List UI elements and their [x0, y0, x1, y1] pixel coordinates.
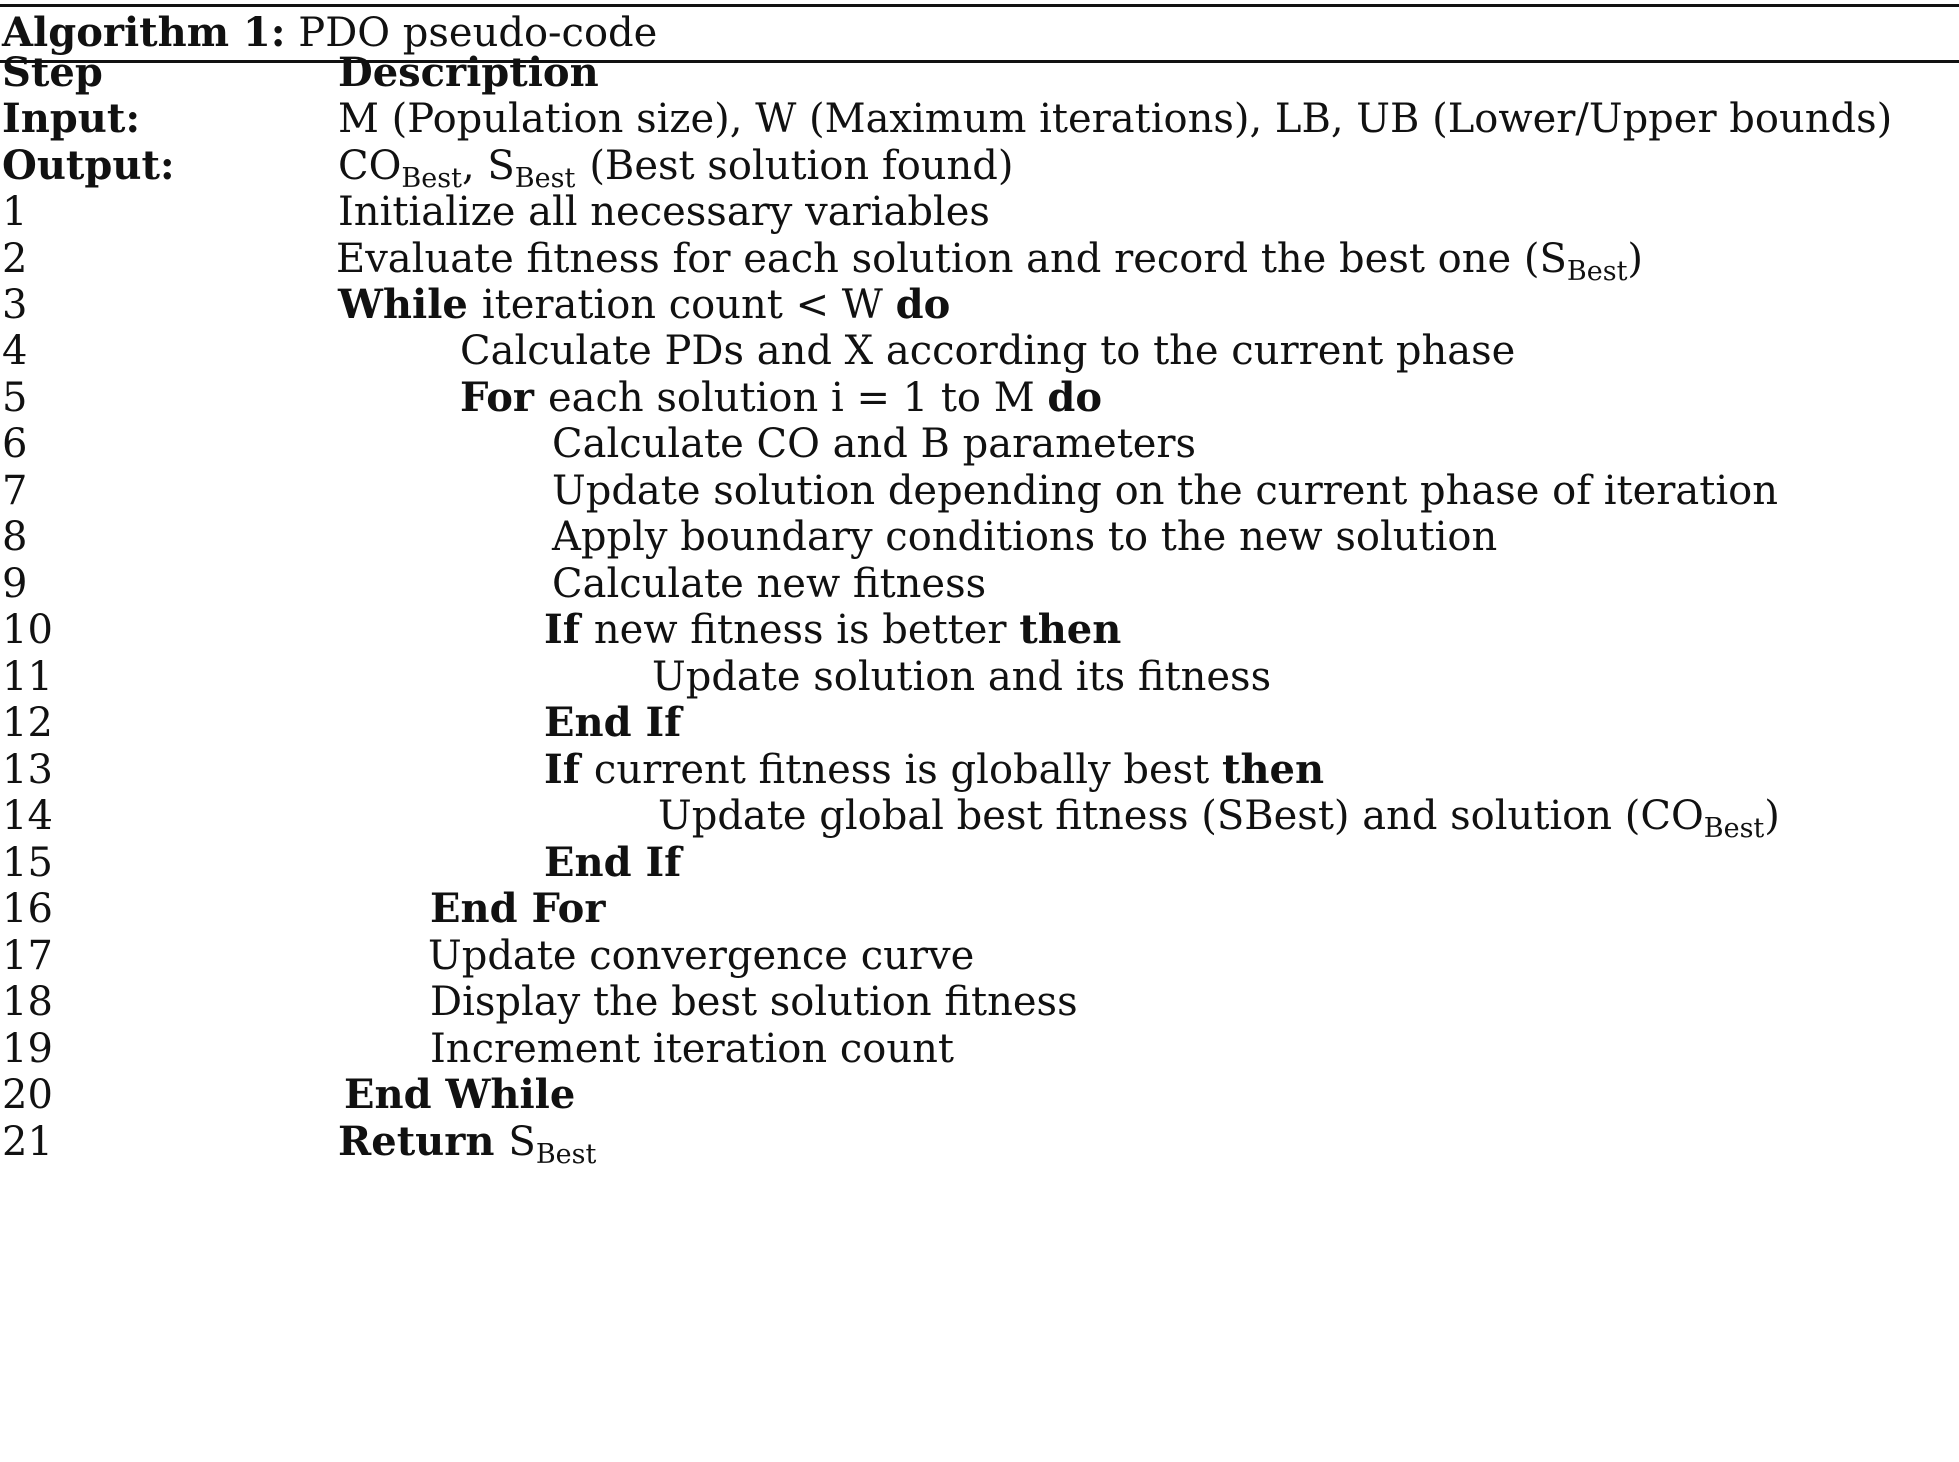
step-text-main: current fitness is globally best [593, 747, 1210, 793]
step-subscript: Best [1566, 256, 1628, 287]
input-label: Input: [2, 95, 141, 142]
step-text: Increment iteration count [430, 1026, 954, 1072]
step-subscript: Best [535, 1139, 597, 1170]
keyword-end-while: End While [344, 1071, 576, 1118]
keyword-end-if: End If [544, 699, 682, 746]
keyword-if: If [544, 606, 580, 653]
step-number: 7 [2, 468, 28, 514]
step-number: 9 [2, 561, 28, 607]
keyword-then: then [1019, 606, 1122, 653]
step-text-main: new fitness is better [593, 607, 1007, 653]
step-text: Apply boundary conditions to the new solution [552, 514, 1498, 560]
header-step: Step [2, 49, 103, 96]
step-text-main: S [508, 1119, 536, 1165]
step-number: 8 [2, 514, 28, 560]
output-note: (Best solution found) [589, 143, 1014, 189]
keyword-end-if: End If [544, 839, 682, 886]
step-text-main: each solution i = 1 to M [547, 375, 1035, 421]
keyword-while: While [338, 281, 468, 328]
step-text: Calculate CO and B parameters [552, 421, 1197, 467]
keyword-return: Return [338, 1118, 495, 1165]
step-text-tail: ) [1627, 236, 1644, 282]
step-number: 17 [2, 933, 53, 979]
keyword-for: For [460, 374, 534, 421]
input-text: M (Population size), W (Maximum iterations), LB, UB (Lower/Upper bounds) [338, 96, 1893, 142]
output-s: S [487, 143, 515, 189]
keyword-do: do [895, 281, 951, 328]
keyword-do: do [1047, 374, 1103, 421]
step-number: 20 [2, 1072, 53, 1118]
step-number: 1 [2, 189, 28, 235]
step-text-main: Update global best fitness (SBest) and solution (CO [658, 793, 1704, 839]
step-number: 3 [2, 282, 28, 328]
step-number: 19 [2, 1026, 53, 1072]
keyword-if: If [544, 746, 580, 793]
step-number: 13 [2, 747, 53, 793]
step-text: Display the best solution fitness [430, 979, 1078, 1025]
caption-label: Algorithm 1: [2, 9, 286, 56]
step-number: 14 [2, 793, 53, 839]
caption-title: PDO pseudo-code [298, 10, 658, 56]
step-number: 21 [2, 1119, 53, 1165]
step-text-main: Evaluate fitness for each solution and record the best one (S [336, 236, 1567, 282]
step-text: Update convergence curve [428, 933, 975, 979]
output-co-sub: Best [401, 163, 462, 194]
step-number: 10 [2, 607, 53, 653]
step-text-tail: ) [1764, 793, 1780, 839]
step-text: Update solution depending on the current phase of iteration [552, 468, 1778, 514]
step-subscript: Best [1703, 813, 1765, 844]
step-number: 18 [2, 979, 53, 1025]
output-label: Output: [2, 142, 175, 189]
step-number: 15 [2, 840, 53, 886]
step-number: 2 [2, 236, 28, 282]
step-number: 6 [2, 421, 28, 467]
step-number: 11 [2, 654, 53, 700]
step-text: Initialize all necessary variables [338, 189, 990, 235]
output-comma: , [461, 143, 475, 189]
step-text-main: iteration count < W [481, 282, 883, 328]
step-row [0, 1113, 1959, 1171]
keyword-end-for: End For [430, 885, 606, 932]
step-number: 12 [2, 700, 53, 746]
step-text: Calculate PDs and X according to the current phase [460, 328, 1516, 374]
step-text [338, 1113, 596, 1171]
header-description: Description [338, 49, 599, 96]
step-number: 4 [2, 328, 28, 374]
keyword-then: then [1221, 746, 1325, 793]
step-text: Calculate new fitness [552, 561, 987, 607]
output-co: CO [338, 143, 402, 189]
step-number: 5 [2, 375, 28, 421]
output-s-sub: Best [514, 163, 576, 194]
step-number: 16 [2, 886, 53, 932]
step-text: Update solution and its fitness [652, 654, 1272, 700]
